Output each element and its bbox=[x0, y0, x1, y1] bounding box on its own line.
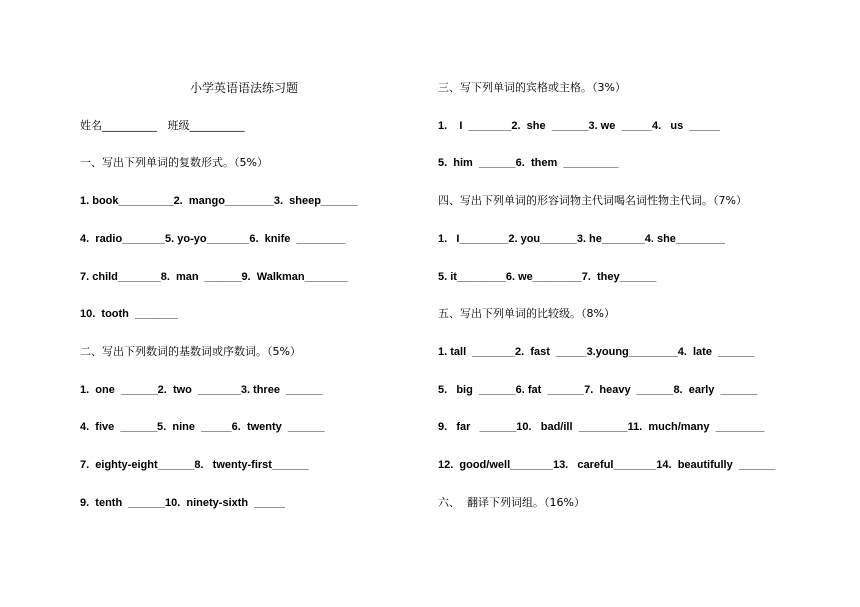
section-5-line-1: 1. tall _______2. fast _____3.young________4. late ______ bbox=[438, 346, 755, 358]
worksheet-title: 小学英语语法练习题 bbox=[190, 81, 299, 95]
section-3-line-1: 1. I _______2. she ______3. we _____4. us _____ bbox=[438, 120, 720, 132]
section-5-line-4: 12. good/well_______13. careful_______14. beautifully ______ bbox=[438, 459, 776, 471]
section-5-line-3: 9. far ______10. bad/ill ________11. much/many ________ bbox=[438, 421, 765, 433]
section-1-line-3: 7. child_______8. man ______9. Walkman_______ bbox=[80, 271, 348, 283]
section-3-heading: 三、写下列单词的宾格或主格。（3%） bbox=[438, 81, 626, 94]
name-class-line: 姓名__________ 班级__________ bbox=[80, 119, 245, 132]
section-2-heading: 二、写出下列数词的基数词或序数词。（5%） bbox=[80, 345, 301, 358]
section-4-line-1: 1. I________2. you______3. he_______4. she________ bbox=[438, 233, 725, 245]
section-3-line-2: 5. him ______6. them _________ bbox=[438, 157, 619, 169]
section-4-line-2: 5. it________6. we________7. they______ bbox=[438, 271, 657, 283]
section-6-heading: 六、 翻译下列词组。（16%） bbox=[438, 496, 585, 509]
section-1-line-2: 4. radio_______5. yo-yo_______6. knife ________ bbox=[80, 233, 346, 245]
section-2-line-4: 9. tenth ______10. ninety-sixth _____ bbox=[80, 497, 285, 509]
section-2-line-2: 4. five ______5. nine _____6. twenty ______ bbox=[80, 421, 325, 433]
section-1-heading: 一、写出下列单词的复数形式。（5%） bbox=[80, 156, 268, 169]
section-2-line-1: 1. one ______2. two _______3. three ______ bbox=[80, 384, 323, 396]
section-5-heading: 五、写出下列单词的比较级。（8%） bbox=[438, 307, 615, 320]
section-5-line-2: 5. big ______6. fat ______7. heavy ______8. early ______ bbox=[438, 384, 758, 396]
section-2-line-3: 7. eighty-eight______8. twenty-first______ bbox=[80, 459, 309, 471]
section-1-line-4: 10. tooth _______ bbox=[80, 308, 178, 320]
section-1-line-1: 1. book_________2. mango________3. sheep______ bbox=[80, 195, 358, 207]
section-4-heading: 四、写出下列单词的形容词物主代词喝名词性物主代词。（7%） bbox=[438, 194, 747, 207]
